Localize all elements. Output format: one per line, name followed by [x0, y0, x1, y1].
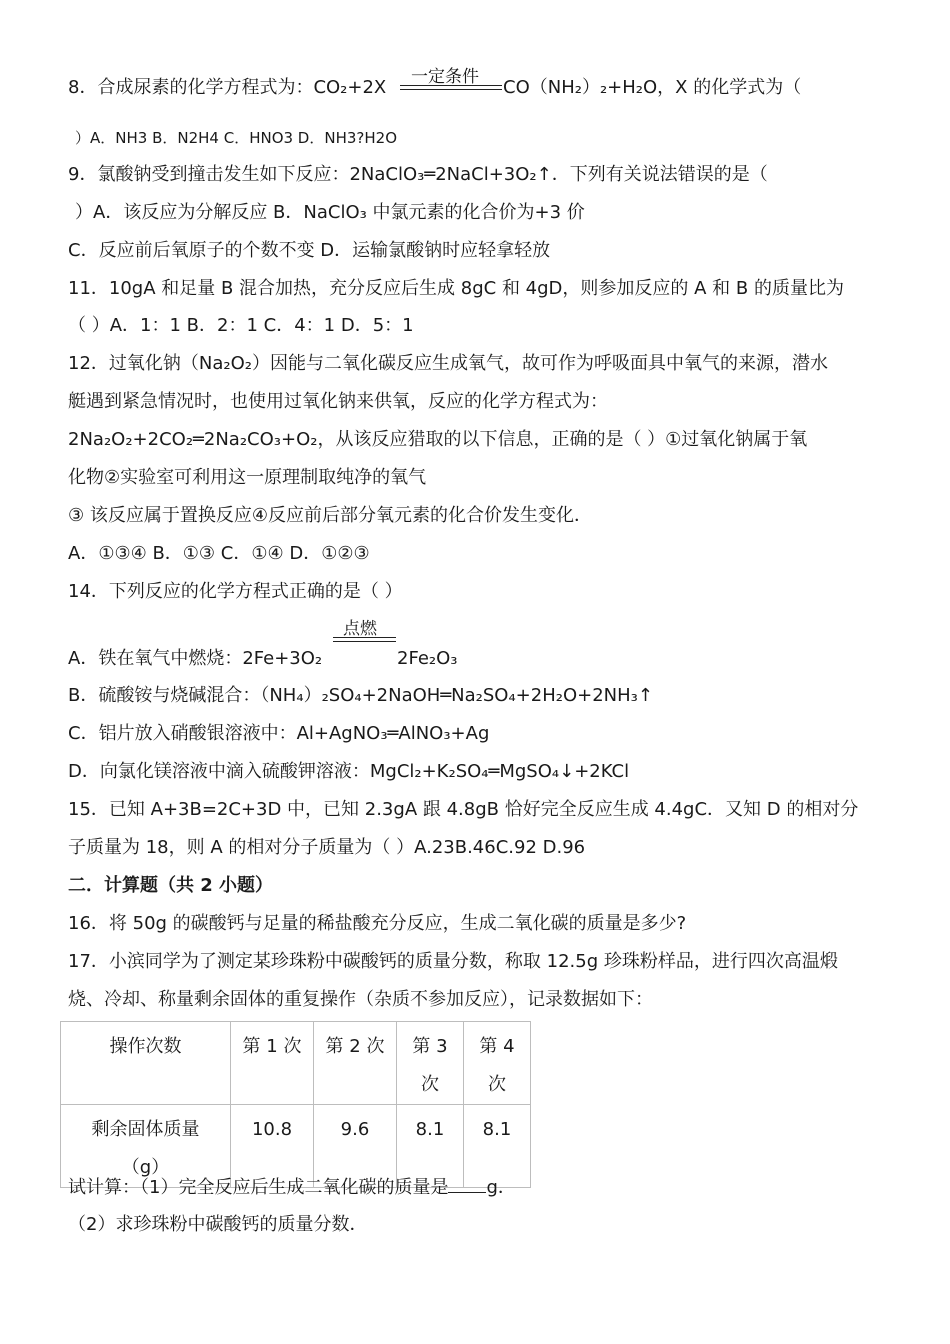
answer-blank[interactable] — [448, 1174, 486, 1193]
table-header-cell: 第 4 次 — [464, 1022, 531, 1105]
q15-stem-2: 子质量为 18，则 A 的相对分子质量为（ ）A.23B.46C.92 D.96 — [68, 837, 586, 858]
table-header-cell: 第 1 次 — [231, 1022, 314, 1105]
q12-stem-5: ③ 该反应属于置换反应④反应前后部分氧元素的化合价发生变化． — [68, 505, 592, 526]
q8-options: ）A．NH3 B．N2H4 C．HNO3 D．NH3?H2O — [75, 129, 397, 147]
q14-arrow-line — [333, 637, 396, 638]
table-header-label: 操作次数 — [61, 1022, 231, 1105]
q16-stem: 16．将 50g 的碳酸钙与足量的稀盐酸充分反应，生成二氧化碳的质量是多少? — [68, 913, 687, 934]
q14-option-d: D．向氯化镁溶液中滴入硫酸钾溶液：MgCl₂+K₂SO₄═MgSO₄↓+2KCl — [68, 761, 630, 782]
table-header-cell: 第 3 次 — [397, 1022, 464, 1105]
q14-stem: 14．下列反应的化学方程式正确的是（ ） — [68, 581, 403, 602]
q12-stem-3: 2Na₂O₂+2CO₂═2Na₂CO₃+O₂，从该反应猎取的以下信息，正确的是（ ）①过氧化钠属于氧 — [68, 429, 808, 450]
table-row — [61, 1022, 531, 1105]
q17-stem-2: 烧、冷却、称量剩余固体的重复操作（杂质不参加反应），记录数据如下： — [68, 989, 653, 1010]
table-row-label: 剩余固体质量 （g） — [61, 1105, 231, 1188]
q14-option-a: A．铁在氧气中燃烧：2Fe+3O₂ — [68, 648, 323, 669]
q17-stem-1: 17．小滨同学为了测定某珍珠粉中碳酸钙的质量分数，称取 12.5g 珍珠粉样品，进行四次高温煅 — [68, 951, 838, 972]
table-header-cell: 第 2 次 — [314, 1022, 397, 1105]
table-cell: 8.1 — [397, 1105, 464, 1188]
q17-calc-2: （2）求珍珠粉中碳酸钙的质量分数． — [68, 1214, 368, 1235]
section-heading: 二．计算题（共 2 小题） — [68, 875, 274, 896]
q14-option-a-product: 2Fe₂O₃ — [397, 648, 458, 669]
q8-arrow-line-2 — [400, 89, 502, 90]
table-cell: 8.1 — [464, 1105, 531, 1188]
q9-stem: 9．氯酸钠受到撞击发生如下反应：2NaClO₃═2NaCl+3O₂↑．下列有关说法错误的是（ — [68, 164, 768, 185]
q17-calc-1: 试计算：（1）完全反应后生成二氧化碳的质量是 g． — [68, 1174, 516, 1201]
q14-arrow-line-2 — [333, 641, 396, 642]
table-cell: 10.8 — [231, 1105, 314, 1188]
q8-arrow-line — [400, 85, 502, 86]
q8-stem-after: CO（NH₂）₂+H₂O，X 的化学式为（ — [503, 77, 802, 98]
q11-options: （ ）A．1：1 B．2：1 C．4：1 D．5：1 — [68, 315, 414, 336]
q14-option-b: B．硫酸铵与烧碱混合：（NH₄）₂SO₄+2NaOH═Na₂SO₄+2H₂O+2NH₃↑ — [68, 685, 653, 706]
q9-options-ab: ）A．该反应为分解反应 B．NaClO₃ 中氯元素的化合价为+3 价 — [75, 202, 585, 223]
q12-options: A．①③④ B．①③ C．①④ D．①②③ — [68, 543, 370, 564]
q14-reaction-condition: 点燃 — [343, 619, 377, 639]
data-table — [60, 1021, 531, 1188]
q14-option-c: C．铝片放入硝酸银溶液中：Al+AgNO₃═AlNO₃+Ag — [68, 723, 490, 744]
q15-stem-1: 15．已知 A+3B=2C+3D 中，已知 2.3gA 跟 4.8gB 恰好完全反应生成 4.4gC．又知 D 的相对分 — [68, 799, 859, 820]
q12-stem-1: 12．过氧化钠（Na₂O₂）因能与二氧化碳反应生成氧气，故可作为呼吸面具中氧气的来源，潜水 — [68, 353, 828, 374]
q9-options-cd: C．反应前后氧原子的个数不变 D．运输氯酸钠时应轻拿轻放 — [68, 240, 551, 261]
q11-stem: 11．10gA 和足量 B 混合加热，充分反应后生成 8gC 和 4gD，则参加反应的 A 和 B 的质量比为 — [68, 278, 844, 299]
q8-stem: 8．合成尿素的化学方程式为：CO₂+2X — [68, 77, 387, 98]
table-cell: 9.6 — [314, 1105, 397, 1188]
q12-stem-4: 化物②实验室可利用这一原理制取纯净的氧气 — [68, 467, 427, 488]
q8-reaction-condition: 一定条件 — [411, 67, 479, 87]
q12-stem-2: 艇遇到紧急情况时，也使用过氧化钠来供氧，反应的化学方程式为： — [68, 391, 608, 412]
